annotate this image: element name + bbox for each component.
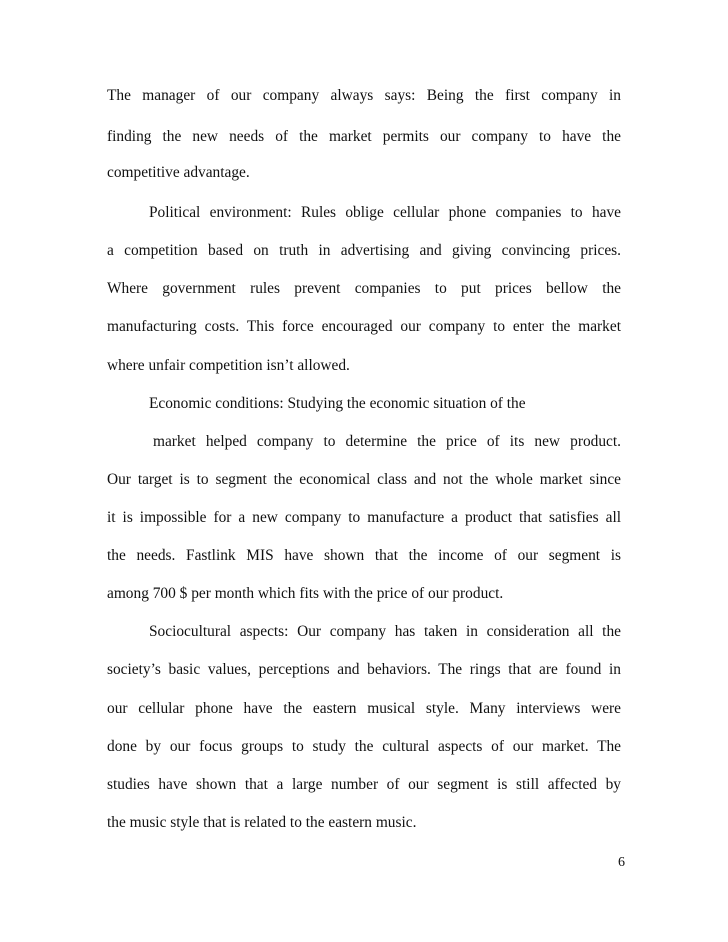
text-line: it is impossible for a new company to manufacture a product that satisfies all	[107, 509, 621, 526]
text-line-indented: Sociocultural aspects: Our company has taken in consideration all the	[149, 623, 621, 640]
text-line-indented: Economic conditions: Studying the economic situation of the	[149, 395, 526, 412]
text-line-indented: market helped company to determine the price of its new product.	[153, 433, 621, 450]
text-line: among 700 $ per month which fits with the price of our product.	[107, 585, 504, 602]
text-line: manufacturing costs. This force encouraged our company to enter the market	[107, 318, 621, 335]
text-line-indented: Political environment: Rules oblige cellular phone companies to have	[149, 204, 621, 221]
text-line: finding the new needs of the market permits our company to have the	[107, 128, 621, 145]
text-line: a competition based on truth in advertising and giving convincing prices.	[107, 242, 621, 259]
text-line: The manager of our company always says: Being the first company in	[107, 87, 621, 104]
text-line: studies have shown that a large number of our segment is still affected by	[107, 776, 621, 793]
page-number: 6	[618, 855, 625, 870]
text-line: society’s basic values, perceptions and behaviors. The rings that are found in	[107, 661, 621, 678]
text-line: competitive advantage.	[107, 164, 250, 181]
text-line: the needs. Fastlink MIS have shown that the income of our segment is	[107, 547, 621, 564]
text-line: Our target is to segment the economical class and not the whole market since	[107, 471, 621, 488]
text-line: where unfair competition isn’t allowed.	[107, 357, 350, 374]
text-line: our cellular phone have the eastern musical style. Many interviews were	[107, 700, 621, 717]
text-line: the music style that is related to the eastern music.	[107, 814, 417, 831]
text-line: done by our focus groups to study the cultural aspects of our market. The	[107, 738, 621, 755]
text-line: Where government rules prevent companies to put prices bellow the	[107, 280, 621, 297]
